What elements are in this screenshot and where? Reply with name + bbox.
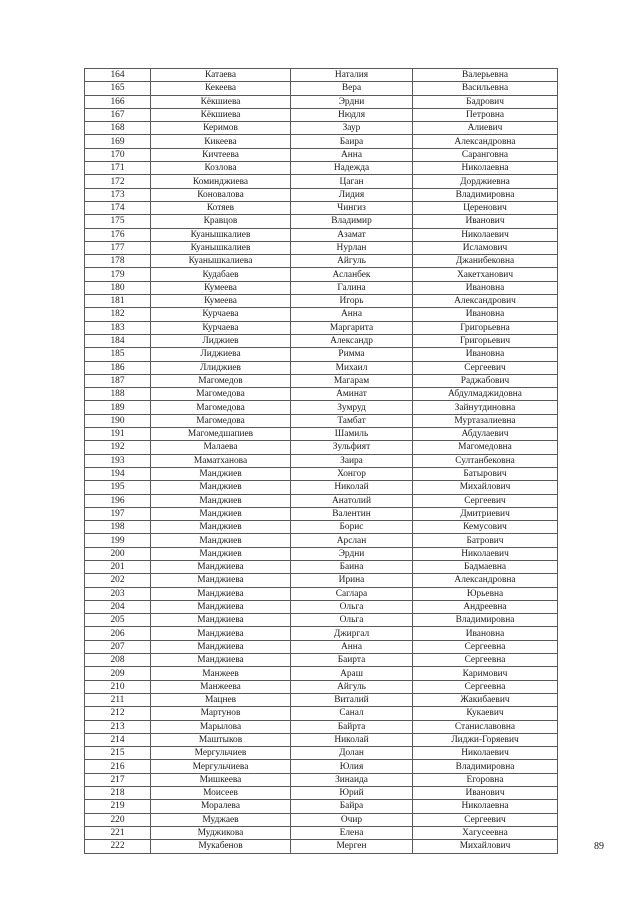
surname-cell: Манджиев xyxy=(151,534,291,547)
surname-cell: Мукабенов xyxy=(151,840,291,853)
first-name-cell: Зульфият xyxy=(291,441,413,454)
table-row xyxy=(85,95,558,108)
patronymic-cell: Жакибаевич xyxy=(413,693,558,706)
first-name-cell: Зумруд xyxy=(291,401,413,414)
table-row xyxy=(85,334,558,347)
surname-cell: Курчаева xyxy=(151,308,291,321)
first-name-cell: Лидия xyxy=(291,188,413,201)
table-row xyxy=(85,587,558,600)
patronymic-cell: Сергеевна xyxy=(413,640,558,653)
patronymic-cell: Исламович xyxy=(413,241,558,254)
first-name-cell: Маргарита xyxy=(291,321,413,334)
first-name-cell: Валентин xyxy=(291,507,413,520)
first-name-cell: Ирина xyxy=(291,574,413,587)
table-row xyxy=(85,640,558,653)
patronymic-cell: Николаевич xyxy=(413,547,558,560)
table-row xyxy=(85,627,558,640)
row-number-cell: 205 xyxy=(85,614,151,627)
surname-cell: Манжеев xyxy=(151,667,291,680)
patronymic-cell: Бадмаевна xyxy=(413,560,558,573)
table-row xyxy=(85,281,558,294)
row-number-cell: 215 xyxy=(85,747,151,760)
table-row xyxy=(85,560,558,573)
row-number-cell: 191 xyxy=(85,428,151,441)
row-number-cell: 207 xyxy=(85,640,151,653)
surname-cell: Кудабаев xyxy=(151,268,291,281)
surname-cell: Кумеева xyxy=(151,295,291,308)
table-row xyxy=(85,241,558,254)
first-name-cell: Джиргал xyxy=(291,627,413,640)
table-row xyxy=(85,494,558,507)
first-name-cell: Шамиль xyxy=(291,428,413,441)
surname-cell: Мартунов xyxy=(151,707,291,720)
table-row xyxy=(85,574,558,587)
first-name-cell: Анна xyxy=(291,148,413,161)
document-table-container xyxy=(84,68,557,854)
table-row xyxy=(85,813,558,826)
surname-cell: Манджиев xyxy=(151,507,291,520)
patronymic-cell: Андреевна xyxy=(413,600,558,613)
first-name-cell: Наталия xyxy=(291,69,413,82)
table-row xyxy=(85,401,558,414)
row-number-cell: 189 xyxy=(85,401,151,414)
row-number-cell: 219 xyxy=(85,800,151,813)
row-number-cell: 171 xyxy=(85,162,151,175)
row-number-cell: 179 xyxy=(85,268,151,281)
table-row xyxy=(85,507,558,520)
first-name-cell: Чингиз xyxy=(291,201,413,214)
patronymic-cell: Сергеевич xyxy=(413,361,558,374)
patronymic-cell: Юрьевна xyxy=(413,587,558,600)
row-number-cell: 209 xyxy=(85,667,151,680)
table-row xyxy=(85,348,558,361)
patronymic-cell: Николаевна xyxy=(413,162,558,175)
table-row xyxy=(85,148,558,161)
table-row xyxy=(85,720,558,733)
first-name-cell: Арслан xyxy=(291,534,413,547)
row-number-cell: 188 xyxy=(85,388,151,401)
surname-cell: Манджиев xyxy=(151,494,291,507)
surname-cell: Моисеев xyxy=(151,787,291,800)
first-name-cell: Хонгор xyxy=(291,467,413,480)
table-row xyxy=(85,680,558,693)
row-number-cell: 218 xyxy=(85,787,151,800)
first-name-cell: Римма xyxy=(291,348,413,361)
first-name-cell: Нюдля xyxy=(291,108,413,121)
table-row xyxy=(85,600,558,613)
surname-cell: Малаева xyxy=(151,441,291,454)
patronymic-cell: Иванович xyxy=(413,215,558,228)
surname-cell: Кумеева xyxy=(151,281,291,294)
row-number-cell: 211 xyxy=(85,693,151,706)
first-name-cell: Заира xyxy=(291,454,413,467)
table-row xyxy=(85,441,558,454)
first-name-cell: Михаил xyxy=(291,361,413,374)
surname-cell: Манджиева xyxy=(151,574,291,587)
table-row xyxy=(85,800,558,813)
surname-cell: Маматханова xyxy=(151,454,291,467)
first-name-cell: Азамат xyxy=(291,228,413,241)
row-number-cell: 203 xyxy=(85,587,151,600)
table-row xyxy=(85,428,558,441)
row-number-cell: 194 xyxy=(85,467,151,480)
row-number-cell: 198 xyxy=(85,521,151,534)
patronymic-cell: Джанибековна xyxy=(413,255,558,268)
surname-cell: Муджикова xyxy=(151,826,291,839)
patronymic-cell: Батырович xyxy=(413,467,558,480)
first-name-cell: Долан xyxy=(291,747,413,760)
surname-cell: Коминджиева xyxy=(151,175,291,188)
first-name-cell: Николай xyxy=(291,733,413,746)
patronymic-cell: Ивановна xyxy=(413,281,558,294)
patronymic-cell: Васильевна xyxy=(413,82,558,95)
surname-cell: Манджиева xyxy=(151,627,291,640)
row-number-cell: 182 xyxy=(85,308,151,321)
patronymic-cell: Михайлович xyxy=(413,481,558,494)
first-name-cell: Борис xyxy=(291,521,413,534)
page-number: 89 xyxy=(594,841,604,852)
row-number-cell: 180 xyxy=(85,281,151,294)
surname-cell: Моралева xyxy=(151,800,291,813)
row-number-cell: 175 xyxy=(85,215,151,228)
row-number-cell: 220 xyxy=(85,813,151,826)
row-number-cell: 170 xyxy=(85,148,151,161)
first-name-cell: Баира xyxy=(291,135,413,148)
row-number-cell: 222 xyxy=(85,840,151,853)
first-name-cell: Эрдни xyxy=(291,547,413,560)
row-number-cell: 196 xyxy=(85,494,151,507)
patronymic-cell: Абдулаевич xyxy=(413,428,558,441)
row-number-cell: 217 xyxy=(85,773,151,786)
row-number-cell: 173 xyxy=(85,188,151,201)
patronymic-cell: Егоровна xyxy=(413,773,558,786)
patronymic-cell: Саранговна xyxy=(413,148,558,161)
surname-cell: Муджаев xyxy=(151,813,291,826)
patronymic-cell: Сергеевич xyxy=(413,494,558,507)
first-name-cell: Саглара xyxy=(291,587,413,600)
patronymic-cell: Муртазалиевна xyxy=(413,414,558,427)
row-number-cell: 167 xyxy=(85,108,151,121)
surname-cell: Манджиева xyxy=(151,654,291,667)
surname-cell: Лиджиева xyxy=(151,348,291,361)
row-number-cell: 169 xyxy=(85,135,151,148)
surname-cell: Мишкеева xyxy=(151,773,291,786)
first-name-cell: Санал xyxy=(291,707,413,720)
patronymic-cell: Иванович xyxy=(413,787,558,800)
surname-cell: Манджиев xyxy=(151,547,291,560)
surname-cell: Манджиев xyxy=(151,467,291,480)
patronymic-cell: Сергеевич xyxy=(413,813,558,826)
row-number-cell: 181 xyxy=(85,295,151,308)
table-row xyxy=(85,840,558,853)
table-row xyxy=(85,255,558,268)
patronymic-cell: Николаевна xyxy=(413,800,558,813)
table-row xyxy=(85,733,558,746)
row-number-cell: 204 xyxy=(85,600,151,613)
surname-cell: Манджиева xyxy=(151,587,291,600)
names-table xyxy=(84,68,558,854)
first-name-cell: Зинаида xyxy=(291,773,413,786)
surname-cell: Кёкшиева xyxy=(151,108,291,121)
surname-cell: Маштыков xyxy=(151,733,291,746)
first-name-cell: Баина xyxy=(291,560,413,573)
row-number-cell: 186 xyxy=(85,361,151,374)
surname-cell: Мергульчиева xyxy=(151,760,291,773)
first-name-cell: Елена xyxy=(291,826,413,839)
patronymic-cell: Раджабович xyxy=(413,374,558,387)
row-number-cell: 195 xyxy=(85,481,151,494)
surname-cell: Манджиева xyxy=(151,560,291,573)
patronymic-cell: Хакетханович xyxy=(413,268,558,281)
first-name-cell: Александр xyxy=(291,334,413,347)
row-number-cell: 192 xyxy=(85,441,151,454)
table-row xyxy=(85,547,558,560)
first-name-cell: Баирта xyxy=(291,654,413,667)
surname-cell: Катаева xyxy=(151,69,291,82)
first-name-cell: Нурлан xyxy=(291,241,413,254)
row-number-cell: 199 xyxy=(85,534,151,547)
surname-cell: Манджиева xyxy=(151,640,291,653)
first-name-cell: Магарам xyxy=(291,374,413,387)
table-row xyxy=(85,321,558,334)
surname-cell: Куанышкалиева xyxy=(151,255,291,268)
row-number-cell: 166 xyxy=(85,95,151,108)
patronymic-cell: Владимировна xyxy=(413,760,558,773)
table-row xyxy=(85,693,558,706)
first-name-cell: Владимир xyxy=(291,215,413,228)
patronymic-cell: Владимировна xyxy=(413,614,558,627)
table-row xyxy=(85,268,558,281)
patronymic-cell: Ивановна xyxy=(413,348,558,361)
row-number-cell: 197 xyxy=(85,507,151,520)
row-number-cell: 193 xyxy=(85,454,151,467)
row-number-cell: 183 xyxy=(85,321,151,334)
surname-cell: Мергульчиев xyxy=(151,747,291,760)
row-number-cell: 184 xyxy=(85,334,151,347)
patronymic-cell: Валерьевна xyxy=(413,69,558,82)
table-row xyxy=(85,82,558,95)
patronymic-cell: Лиджи-Горяевич xyxy=(413,733,558,746)
first-name-cell: Анна xyxy=(291,308,413,321)
first-name-cell: Игорь xyxy=(291,295,413,308)
table-body xyxy=(85,69,558,854)
patronymic-cell: Николаевич xyxy=(413,747,558,760)
surname-cell: Магомедшапиев xyxy=(151,428,291,441)
table-row xyxy=(85,295,558,308)
row-number-cell: 185 xyxy=(85,348,151,361)
surname-cell: Магомедова xyxy=(151,414,291,427)
patronymic-cell: Петровна xyxy=(413,108,558,121)
table-row xyxy=(85,454,558,467)
table-row xyxy=(85,667,558,680)
patronymic-cell: Батрович xyxy=(413,534,558,547)
first-name-cell: Галина xyxy=(291,281,413,294)
first-name-cell: Заур xyxy=(291,122,413,135)
table-row xyxy=(85,614,558,627)
surname-cell: Коновалова xyxy=(151,188,291,201)
surname-cell: Козлова xyxy=(151,162,291,175)
surname-cell: Куанышкалиев xyxy=(151,228,291,241)
row-number-cell: 208 xyxy=(85,654,151,667)
first-name-cell: Тамбат xyxy=(291,414,413,427)
surname-cell: Магомедова xyxy=(151,388,291,401)
table-row xyxy=(85,760,558,773)
surname-cell: Магомедов xyxy=(151,374,291,387)
patronymic-cell: Дмитриевич xyxy=(413,507,558,520)
first-name-cell: Анатолий xyxy=(291,494,413,507)
first-name-cell: Вера xyxy=(291,82,413,95)
patronymic-cell: Церенович xyxy=(413,201,558,214)
row-number-cell: 178 xyxy=(85,255,151,268)
first-name-cell: Николай xyxy=(291,481,413,494)
table-row xyxy=(85,361,558,374)
table-row xyxy=(85,308,558,321)
surname-cell: Кичтеева xyxy=(151,148,291,161)
surname-cell: Лиджиев xyxy=(151,334,291,347)
row-number-cell: 200 xyxy=(85,547,151,560)
surname-cell: Кёкшиева xyxy=(151,95,291,108)
patronymic-cell: Султанбековна xyxy=(413,454,558,467)
table-row xyxy=(85,388,558,401)
surname-cell: Манжеева xyxy=(151,680,291,693)
table-row xyxy=(85,228,558,241)
table-row xyxy=(85,122,558,135)
patronymic-cell: Александровна xyxy=(413,135,558,148)
patronymic-cell: Дорджиевна xyxy=(413,175,558,188)
row-number-cell: 210 xyxy=(85,680,151,693)
patronymic-cell: Зайнутдиновна xyxy=(413,401,558,414)
table-row xyxy=(85,108,558,121)
row-number-cell: 187 xyxy=(85,374,151,387)
table-row xyxy=(85,467,558,480)
row-number-cell: 216 xyxy=(85,760,151,773)
first-name-cell: Цаган xyxy=(291,175,413,188)
table-row xyxy=(85,201,558,214)
row-number-cell: 165 xyxy=(85,82,151,95)
row-number-cell: 212 xyxy=(85,707,151,720)
surname-cell: Котяев xyxy=(151,201,291,214)
row-number-cell: 214 xyxy=(85,733,151,746)
patronymic-cell: Александровна xyxy=(413,574,558,587)
patronymic-cell: Ивановна xyxy=(413,627,558,640)
first-name-cell: Мерген xyxy=(291,840,413,853)
table-row xyxy=(85,773,558,786)
first-name-cell: Асланбек xyxy=(291,268,413,281)
patronymic-cell: Сергеевна xyxy=(413,654,558,667)
patronymic-cell: Ивановна xyxy=(413,308,558,321)
table-row xyxy=(85,215,558,228)
row-number-cell: 177 xyxy=(85,241,151,254)
patronymic-cell: Сергеевна xyxy=(413,680,558,693)
surname-cell: Ллиджиев xyxy=(151,361,291,374)
patronymic-cell: Николаевич xyxy=(413,228,558,241)
first-name-cell: Анна xyxy=(291,640,413,653)
row-number-cell: 206 xyxy=(85,627,151,640)
row-number-cell: 176 xyxy=(85,228,151,241)
first-name-cell: Араш xyxy=(291,667,413,680)
surname-cell: Куанышкалиев xyxy=(151,241,291,254)
table-row xyxy=(85,654,558,667)
row-number-cell: 201 xyxy=(85,560,151,573)
table-row xyxy=(85,69,558,82)
surname-cell: Марылова xyxy=(151,720,291,733)
first-name-cell: Юлия xyxy=(291,760,413,773)
table-row xyxy=(85,747,558,760)
patronymic-cell: Михайлович xyxy=(413,840,558,853)
first-name-cell: Айгуль xyxy=(291,680,413,693)
surname-cell: Курчаева xyxy=(151,321,291,334)
patronymic-cell: Бадрович xyxy=(413,95,558,108)
surname-cell: Манджиева xyxy=(151,600,291,613)
patronymic-cell: Владимировна xyxy=(413,188,558,201)
table-row xyxy=(85,707,558,720)
patronymic-cell: Александрович xyxy=(413,295,558,308)
row-number-cell: 172 xyxy=(85,175,151,188)
patronymic-cell: Магомедовна xyxy=(413,441,558,454)
row-number-cell: 174 xyxy=(85,201,151,214)
first-name-cell: Надежда xyxy=(291,162,413,175)
first-name-cell: Юрий xyxy=(291,787,413,800)
table-row xyxy=(85,534,558,547)
row-number-cell: 164 xyxy=(85,69,151,82)
surname-cell: Манджиева xyxy=(151,614,291,627)
table-row xyxy=(85,481,558,494)
patronymic-cell: Григорьевна xyxy=(413,321,558,334)
first-name-cell: Эрдни xyxy=(291,95,413,108)
first-name-cell: Очир xyxy=(291,813,413,826)
table-row xyxy=(85,374,558,387)
patronymic-cell: Станиславовна xyxy=(413,720,558,733)
first-name-cell: Байрта xyxy=(291,720,413,733)
surname-cell: Манджиев xyxy=(151,481,291,494)
surname-cell: Мацнев xyxy=(151,693,291,706)
row-number-cell: 168 xyxy=(85,122,151,135)
surname-cell: Кекеева xyxy=(151,82,291,95)
table-row xyxy=(85,826,558,839)
first-name-cell: Айгуль xyxy=(291,255,413,268)
patronymic-cell: Абдулмаджидовна xyxy=(413,388,558,401)
table-row xyxy=(85,414,558,427)
table-row xyxy=(85,175,558,188)
patronymic-cell: Хагусеевна xyxy=(413,826,558,839)
patronymic-cell: Алиевич xyxy=(413,122,558,135)
surname-cell: Манджиев xyxy=(151,521,291,534)
patronymic-cell: Каримович xyxy=(413,667,558,680)
table-row xyxy=(85,787,558,800)
table-row xyxy=(85,188,558,201)
first-name-cell: Аминат xyxy=(291,388,413,401)
row-number-cell: 221 xyxy=(85,826,151,839)
first-name-cell: Байра xyxy=(291,800,413,813)
surname-cell: Керимов xyxy=(151,122,291,135)
table-row xyxy=(85,521,558,534)
surname-cell: Кравцов xyxy=(151,215,291,228)
first-name-cell: Виталий xyxy=(291,693,413,706)
first-name-cell: Ольга xyxy=(291,614,413,627)
row-number-cell: 213 xyxy=(85,720,151,733)
first-name-cell: Ольга xyxy=(291,600,413,613)
table-row xyxy=(85,162,558,175)
table-row xyxy=(85,135,558,148)
patronymic-cell: Григорьевич xyxy=(413,334,558,347)
row-number-cell: 202 xyxy=(85,574,151,587)
row-number-cell: 190 xyxy=(85,414,151,427)
patronymic-cell: Кемусович xyxy=(413,521,558,534)
surname-cell: Кикеева xyxy=(151,135,291,148)
patronymic-cell: Кукаевич xyxy=(413,707,558,720)
surname-cell: Магомедова xyxy=(151,401,291,414)
